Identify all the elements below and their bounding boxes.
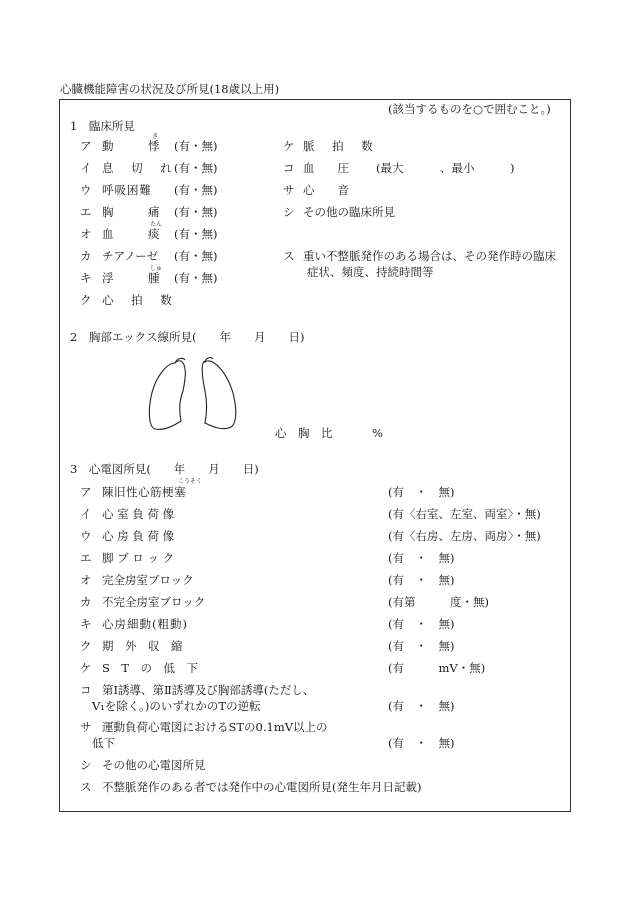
section2-heading: 2 胸部エックス線所見( 年 月 日) <box>70 330 305 344</box>
list-item-letter: ス <box>283 249 295 263</box>
choice-text: (有・無) <box>174 161 218 175</box>
list-item-label: 浮 腫 <box>102 271 160 285</box>
list-item-label: 動 悸 <box>102 139 160 153</box>
list-item-label: その他の臨床所見 <box>303 205 395 219</box>
choice-text: (有・無) <box>174 227 218 241</box>
choice-text: (有 ・ 無) <box>388 736 455 750</box>
list-item-label: 心 房 負 荷 像 <box>102 529 175 543</box>
ctr-unit: % <box>372 426 383 440</box>
ruby-text: たん <box>150 221 163 228</box>
choice-text: (有・無) <box>174 205 218 219</box>
list-item-letter: キ <box>80 617 92 631</box>
list-item-label: 胸 痛 <box>102 205 160 219</box>
arrhythmia-note-line1: 重い不整脈発作のある場合は、その発作時の臨床 <box>303 249 556 263</box>
list-item-letter: カ <box>80 595 92 609</box>
list-item-letter: イ <box>80 507 92 521</box>
choice-text: (有 ・ 無) <box>388 617 455 631</box>
list-item-letter: ク <box>80 639 92 653</box>
list-item-letter: シ <box>283 205 295 219</box>
list-item-letter: オ <box>80 573 92 587</box>
list-item-label: 期 外 収 縮 <box>102 639 183 653</box>
bp-min-label: 、最小 <box>440 161 475 175</box>
choice-text: (有・無) <box>174 271 218 285</box>
lung-outline-diagram <box>145 355 245 437</box>
list-item-letter: ケ <box>283 139 295 153</box>
choice-text: (有 ・ 無) <box>388 573 455 587</box>
choice-text: (有〈右室、左室、両室〉・無) <box>388 507 541 521</box>
list-item-label: 不完全房室ブロック <box>102 595 206 609</box>
ruby-text: しゅ <box>150 265 163 272</box>
section3-heading: 3 心電図所見( 年 月 日) <box>70 462 259 476</box>
arrhythmia-ecg-findings: 不整脈発作のある者では発作中の心電図所見(発生年月日記載) <box>102 780 422 794</box>
bp-close-paren: ) <box>510 161 515 175</box>
list-item-label: 息 切 れ <box>102 161 179 175</box>
choice-text: (有〈右房、左房、両房〉・無) <box>388 529 541 543</box>
t-inversion-line1: 第Ⅰ誘導、第Ⅱ誘導及び胸部誘導(ただし、 <box>102 683 315 697</box>
choice-text: (有第 度・無) <box>388 595 489 609</box>
list-item-letter: コ <box>80 683 92 697</box>
list-item-letter: エ <box>80 205 92 219</box>
choice-text: (有 ・ 無) <box>388 639 455 653</box>
ruby-text: こうそく <box>178 478 203 485</box>
choice-text: (有 ・ 無) <box>388 485 455 499</box>
list-item-label: 血 圧 <box>303 161 349 175</box>
list-item-label: 心 室 負 荷 像 <box>102 507 175 521</box>
list-item-label: 呼吸困難 <box>102 183 152 197</box>
list-item-label: 陳旧性心筋梗塞 <box>102 485 186 499</box>
ruby-text: き <box>152 133 159 140</box>
list-item-label: 脚 ブ ロ ッ ク <box>102 551 175 565</box>
list-item-letter: ウ <box>80 529 92 543</box>
list-item-letter: ア <box>80 485 92 499</box>
list-item-label: 脈 拍 数 <box>303 139 380 153</box>
list-item-letter: イ <box>80 161 92 175</box>
list-item-letter: オ <box>80 227 92 241</box>
list-item-letter: キ <box>80 271 92 285</box>
list-item-label: 心 拍 数 <box>102 293 179 307</box>
list-item-letter: ク <box>80 293 92 307</box>
list-item-label: 心房細動(粗動) <box>102 617 188 631</box>
list-item-letter: ス <box>80 780 92 794</box>
t-inversion-line2: V₁を除く。)のいずれかのTの逆転 <box>92 699 261 713</box>
form-title: 心臓機能障害の状況及び所見(18歳以上用) <box>60 82 280 96</box>
list-item-label: 心 音 <box>303 183 349 197</box>
list-item-letter: シ <box>80 758 92 772</box>
list-item-letter: ア <box>80 139 92 153</box>
section1-heading: 1 臨床所見 <box>70 119 135 133</box>
choice-text: (有 mV・無) <box>388 661 486 675</box>
list-item-label: S T の 低 下 <box>102 661 199 675</box>
instruction-note: (該当するものを○で囲むこと。) <box>388 102 551 116</box>
choice-text: (有・無) <box>174 139 218 153</box>
list-item-label: 完全房室ブロック <box>102 573 194 587</box>
list-item-letter: コ <box>283 161 295 175</box>
bp-max-label: (最大 <box>376 161 404 175</box>
choice-text: (有 ・ 無) <box>388 699 455 713</box>
choice-text: (有・無) <box>174 249 218 263</box>
other-ecg-findings: その他の心電図所見 <box>102 758 206 772</box>
list-item-letter: ケ <box>80 661 92 675</box>
arrhythmia-note-line2: 症状、頻度、持続時間等 <box>307 265 434 279</box>
exercise-st-line1: 運動負荷心電図におけるSTの0.1mV以上の <box>102 720 328 734</box>
ctr-label: 心 胸 比 <box>275 426 333 440</box>
choice-text: (有 ・ 無) <box>388 551 455 565</box>
list-item-letter: サ <box>283 183 295 197</box>
list-item-letter: カ <box>80 249 92 263</box>
list-item-letter: エ <box>80 551 92 565</box>
list-item-letter: サ <box>80 720 92 734</box>
exercise-st-line2: 低下 <box>92 736 115 750</box>
list-item-label: 血 痰 <box>102 227 160 241</box>
choice-text: (有・無) <box>174 183 218 197</box>
list-item-letter: ウ <box>80 183 92 197</box>
list-item-label: チアノーゼ <box>102 249 159 263</box>
